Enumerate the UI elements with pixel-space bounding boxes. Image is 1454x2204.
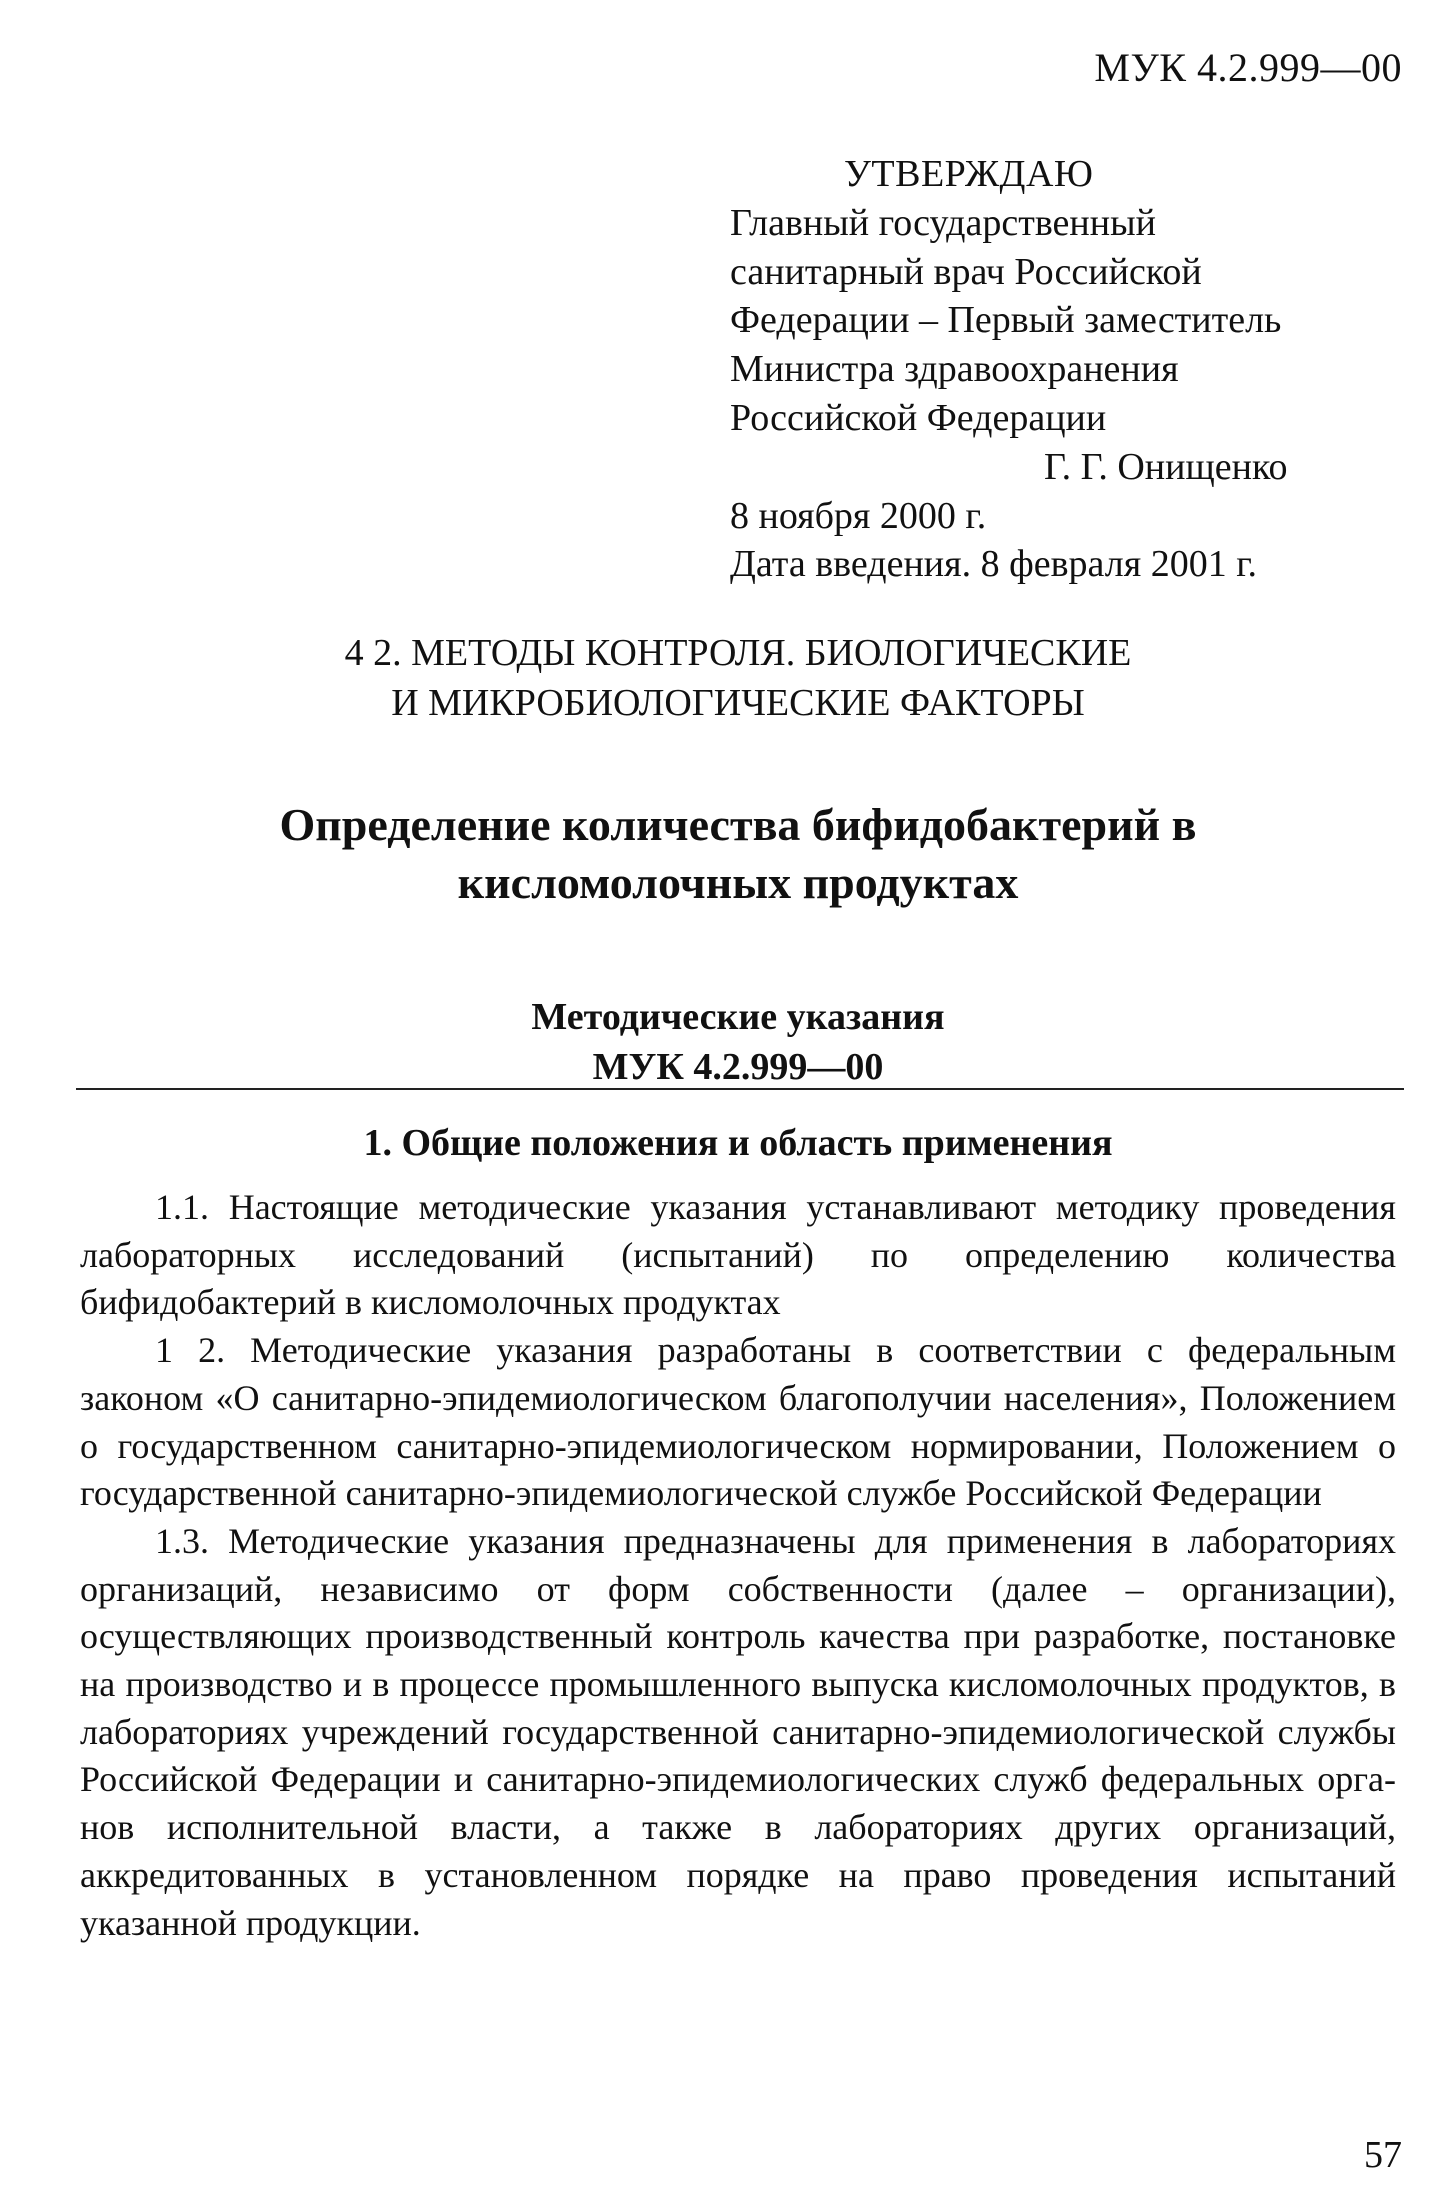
document-title-line: Определение количества бифидобактерий в xyxy=(279,799,1197,850)
approval-title: УТВЕРЖДАЮ xyxy=(844,153,1094,195)
approver-name: Г. Г. Онищенко xyxy=(1044,445,1288,488)
document-title-line: кисломолочных продуктах xyxy=(457,857,1019,908)
paragraph: 1.1. Настоящие методические указания устанавливают методику проведения лабораторных исследований (испытаний) по определению количества бифидобактерий в кисломолочных продуктах xyxy=(80,1187,1396,1323)
approver-position-line: Министра здравоохранения xyxy=(730,348,1179,391)
approver-position-line: Главный государственный xyxy=(730,201,1156,244)
document-type-label: Методические указания xyxy=(531,996,945,1038)
chapter-body xyxy=(80,1184,1396,1947)
page-number: 57 xyxy=(1364,2134,1402,2176)
section-heading xyxy=(0,628,1454,728)
approver-position-line: санитарный врач Российской xyxy=(730,250,1202,293)
approver-position-line: Российской Федерации xyxy=(730,396,1107,439)
approval-date: 8 ноября 2000 г. xyxy=(730,494,987,537)
chapter-heading: 1. Общие положения и область применения xyxy=(363,1122,1113,1164)
horizontal-divider xyxy=(76,1088,1404,1090)
section-heading-line: 4 2. МЕТОДЫ КОНТРОЛЯ. БИОЛОГИЧЕСКИЕ xyxy=(344,632,1132,674)
approver-position-line: Федерации – Первый заместитель xyxy=(730,299,1282,342)
paragraph: 1.3. Методические указания предназначены для применения в лабораториях организаций, независимо от форм собственности (далее – организации), осуществляющих производственный контроль качества при разработке, постановке на производство и в процессе промышленного выпуска кисломолочных продуктов, в лабораториях учреждений государственной санитарно-эпидемиологической службы Российской Федерации и санитарно-эпидемиологических служб федеральных органов исполнительной власти, а также в лабораториях других организаций, аккредитованных в установленном порядке на право проведения испытаний указанной продукции. xyxy=(80,1520,1396,1943)
document-type xyxy=(0,992,1454,1092)
approval-block xyxy=(730,150,1370,589)
paragraph: 1 2. Методические указания разработаны в соответствии с федеральным законом «О санитарно-эпидемиологическом благополучии населения», Положением о государственном санитарно-эпидемиологическом нормировании, Положением о государственной санитарно-эпидемиологической службе Российской Федерации xyxy=(80,1330,1396,1514)
section-heading-line: И МИКРОБИОЛОГИЧЕСКИЕ ФАКТОРЫ xyxy=(391,682,1085,724)
document-title xyxy=(0,796,1454,912)
effective-date: Дата введения. 8 февраля 2001 г. xyxy=(730,543,1257,586)
document-code-header: МУК 4.2.999—00 xyxy=(1094,45,1402,90)
document-type-code: МУК 4.2.999—00 xyxy=(592,1046,884,1088)
